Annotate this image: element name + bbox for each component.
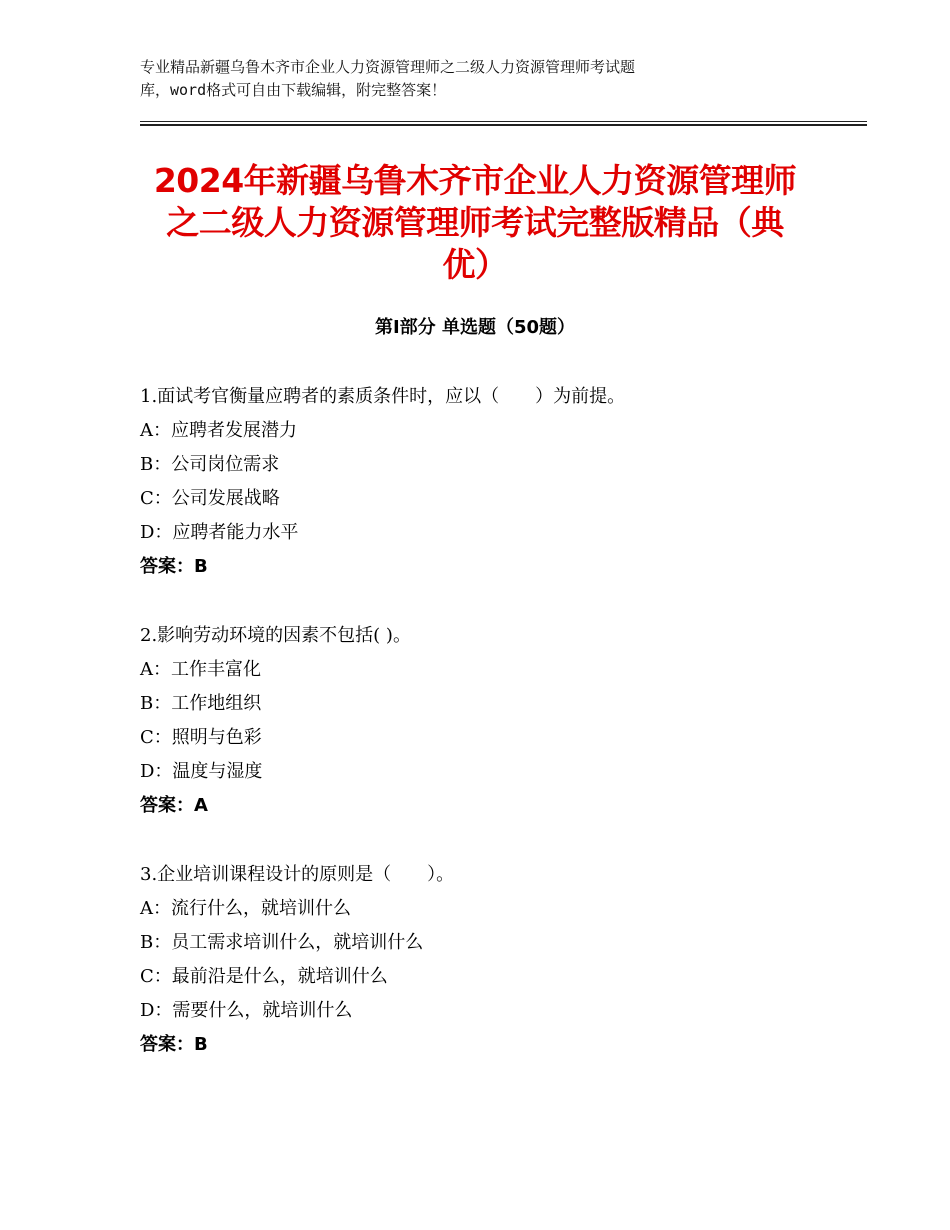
option-d: D：应聘者能力水平 — [140, 522, 299, 543]
question-stem: 3.企业培训课程设计的原则是（ ）。 — [140, 864, 455, 885]
question-stem: 1.面试考官衡量应聘者的素质条件时，应以（ ）为前提。 — [140, 386, 626, 407]
answer-label: 答案：A — [140, 795, 208, 816]
option-b: B：公司岗位需求 — [140, 454, 280, 475]
section-title: 第Ⅰ部分 单选题（50题） — [374, 317, 575, 338]
answer-label: 答案：B — [140, 556, 208, 577]
option-a: A：工作丰富化 — [140, 659, 261, 680]
question-block — [140, 619, 860, 823]
option-c: C：公司发展战略 — [140, 488, 280, 509]
document-title-line-3: 优） — [442, 245, 508, 284]
header-note-line-1: 专业精品新疆乌鲁木齐市企业人力资源管理师之二级人力资源管理师考试题 — [140, 58, 636, 76]
header-note — [140, 56, 780, 102]
document-title-line-2: 之二级人力资源管理师考试完整版精品（典 — [166, 203, 784, 242]
answer-label: 答案：B — [140, 1034, 208, 1055]
question-stem: 2.影响劳动环境的因素不包括( )。 — [140, 625, 411, 646]
option-c: C：最前沿是什么，就培训什么 — [140, 966, 388, 987]
option-a: A：流行什么，就培训什么 — [140, 898, 351, 919]
divider-thick-line — [140, 124, 867, 126]
option-b: B：员工需求培训什么，就培训什么 — [140, 932, 424, 953]
option-a: A：应聘者发展潜力 — [140, 420, 297, 441]
option-b: B：工作地组织 — [140, 693, 262, 714]
document-title — [120, 160, 830, 286]
header-note-line-2: 库，word格式可自由下载编辑，附完整答案！ — [140, 81, 447, 99]
header-divider — [140, 121, 867, 126]
option-d: D：需要什么，就培训什么 — [140, 1000, 353, 1021]
option-c: C：照明与色彩 — [140, 727, 262, 748]
document-title-line-1: 2024年新疆乌鲁木齐市企业人力资源管理师 — [153, 161, 797, 200]
question-block — [140, 858, 860, 1062]
question-block — [140, 380, 860, 584]
option-d: D：温度与湿度 — [140, 761, 263, 782]
